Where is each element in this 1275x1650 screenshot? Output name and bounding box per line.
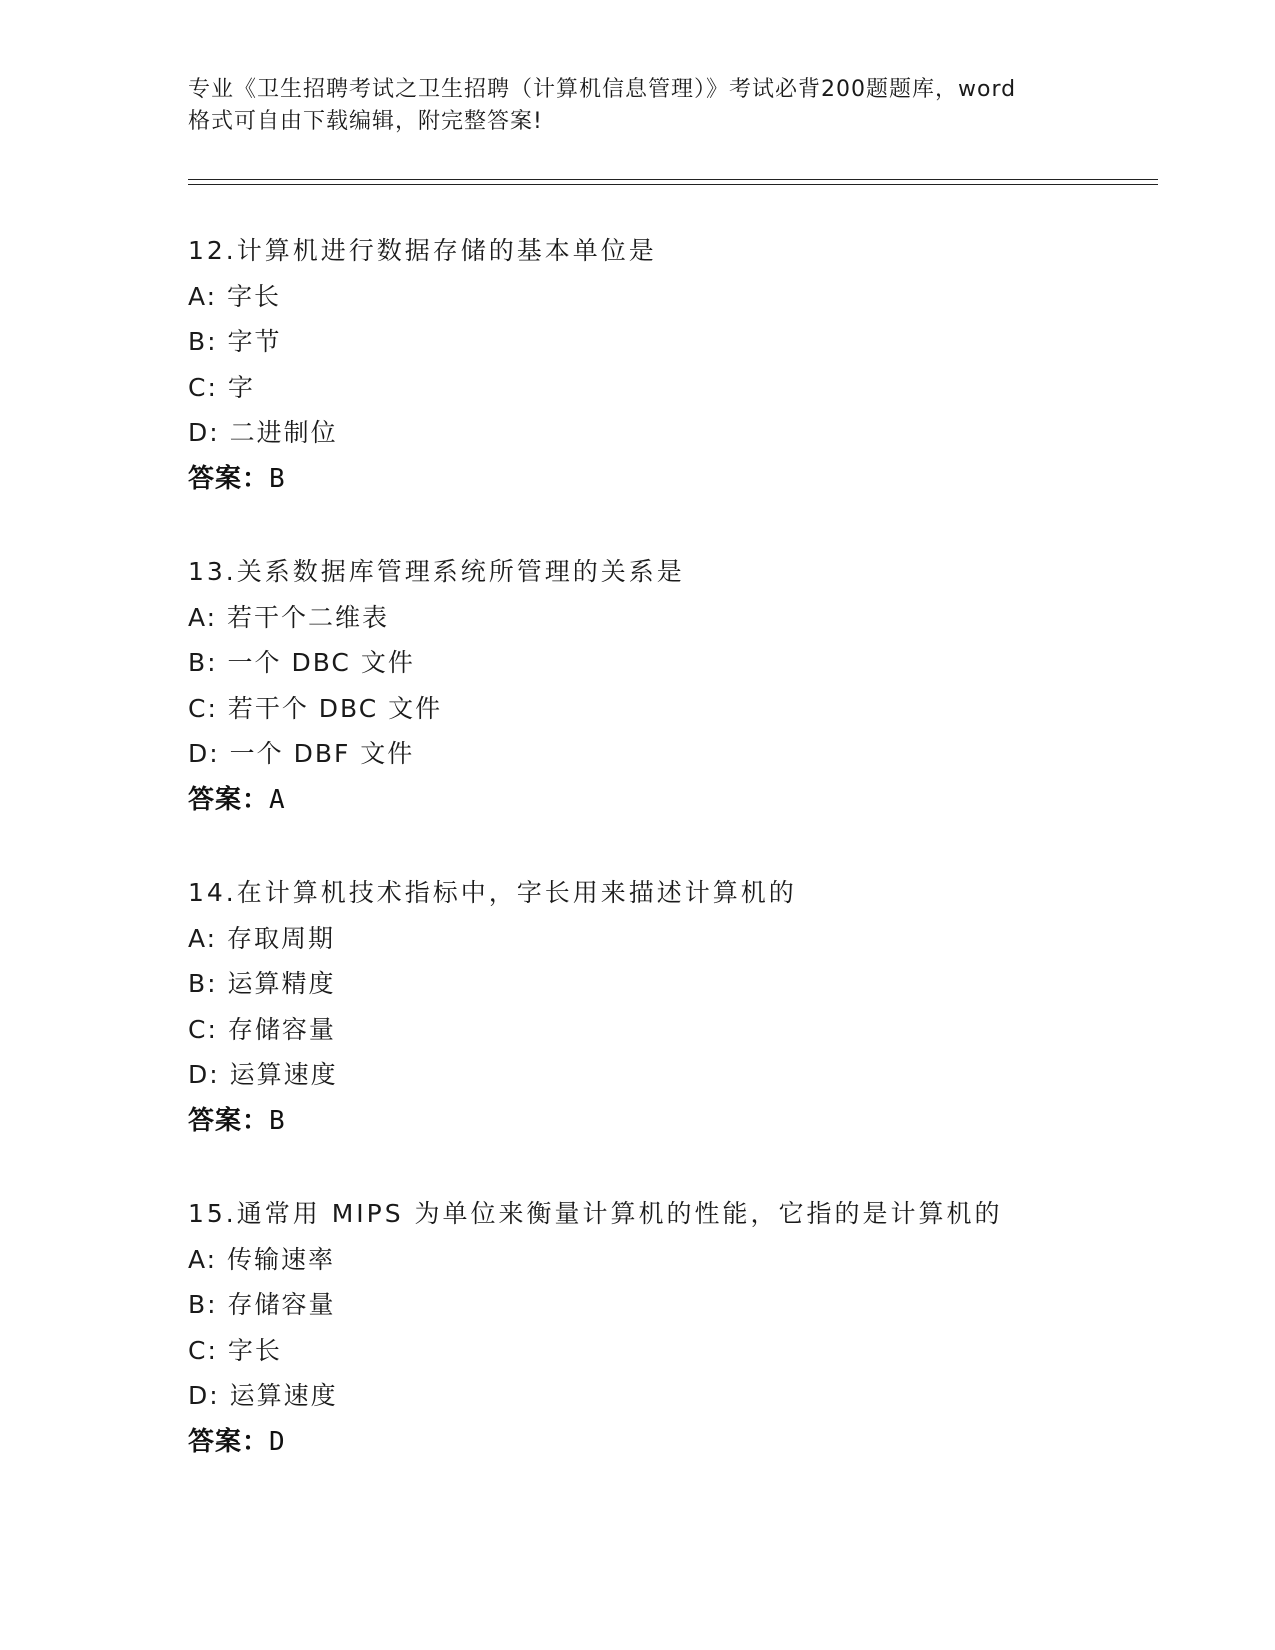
- answer-value: D: [269, 1426, 286, 1457]
- option-c: C: 字: [188, 372, 255, 402]
- answer-label: 答案：: [188, 784, 270, 815]
- header-line-2: 格式可自由下载编辑，附完整答案!: [188, 109, 543, 134]
- answer: [188, 785, 1168, 815]
- option-c: C: 若干个 DBC 文件: [188, 693, 443, 723]
- question-12: [188, 236, 1168, 557]
- question-15: [188, 1199, 1168, 1520]
- option-a: A: 若干个二维表: [188, 602, 390, 632]
- option-d: D: 一个 DBF 文件: [188, 739, 415, 768]
- answer-label: 答案：: [188, 1426, 270, 1457]
- answer: [188, 1427, 1168, 1457]
- document-header: [188, 74, 1088, 138]
- option-d: D: 二进制位: [188, 418, 338, 447]
- answer: [188, 464, 1168, 494]
- question-stem: 13.关系数据库管理系统所管理的关系是: [188, 557, 685, 586]
- answer-label: 答案：: [188, 463, 270, 494]
- option-c: C: 字长: [188, 1335, 282, 1365]
- option-c: C: 存储容量: [188, 1014, 336, 1044]
- option-b: B: 存储容量: [188, 1290, 336, 1319]
- answer-value: B: [269, 1105, 286, 1136]
- option-d: D: 运算速度: [188, 1060, 338, 1089]
- header-line-1: 专业《卫生招聘考试之卫生招聘（计算机信息管理）》考试必背200题题库，word: [188, 77, 1017, 102]
- question-stem: 14.在计算机技术指标中，字长用来描述计算机的: [188, 878, 797, 907]
- question-stem: 12.计算机进行数据存储的基本单位是: [188, 236, 657, 265]
- option-a: A: 字长: [188, 281, 282, 311]
- header-divider-bottom: [188, 184, 1158, 185]
- option-b: B: 一个 DBC 文件: [188, 648, 415, 677]
- option-a: A: 存取周期: [188, 923, 336, 953]
- question-14: [188, 878, 1168, 1199]
- option-d: D: 运算速度: [188, 1381, 338, 1410]
- option-a: A: 传输速率: [188, 1244, 336, 1274]
- question-13: [188, 557, 1168, 878]
- answer-value: A: [269, 784, 286, 815]
- question-list: [188, 236, 1168, 1520]
- header-divider-top: [188, 179, 1158, 180]
- answer-value: B: [269, 463, 286, 494]
- question-stem: 15.通常用 MIPS 为单位来衡量计算机的性能，它指的是计算机的: [188, 1199, 1003, 1228]
- option-b: B: 运算精度: [188, 969, 336, 998]
- option-b: B: 字节: [188, 327, 282, 356]
- answer: [188, 1106, 1168, 1136]
- answer-label: 答案：: [188, 1105, 270, 1136]
